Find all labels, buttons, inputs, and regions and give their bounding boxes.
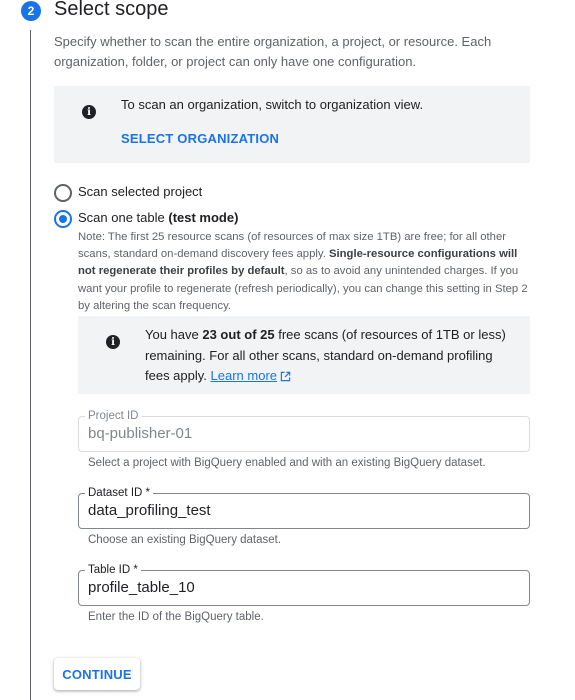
dataset-id-hint: Choose an existing BigQuery dataset. (88, 534, 282, 546)
dataset-id-field[interactable] (78, 487, 530, 529)
learn-more-link[interactable] (211, 368, 291, 383)
table-id-field[interactable] (78, 564, 530, 606)
scan-project-label[interactable]: Scan selected project (78, 184, 203, 199)
select-organization-link[interactable]: SELECT ORGANIZATION (121, 131, 280, 146)
scan-table-label-text: Scan one table (78, 210, 169, 225)
test-mode-label: (test mode) (168, 210, 239, 225)
quota-suffix: free scans (of resources of 1TB or less) remaining. For all other scans, standard on-demand profiling fees apply. (145, 327, 506, 383)
table-id-value: profile_table_10 (88, 579, 195, 596)
info-icon: i (106, 335, 120, 349)
info-icon: i (82, 105, 96, 119)
project-id-hint: Select a project with BigQuery enabled and with an existing BigQuery dataset. (88, 457, 486, 469)
scan-note (78, 229, 530, 315)
organization-info-text: To scan an organization, switch to organization view. (121, 97, 424, 112)
project-id-field (78, 410, 530, 452)
free-scans-text (145, 325, 515, 387)
quota-prefix: You have (145, 327, 203, 342)
dataset-id-label: Dataset ID * (85, 486, 153, 500)
step-description: Specify whether to scan the entire organization, a project, or resource. Each organization, folder, or project can only have one configuration. (54, 34, 492, 69)
quota-count: 23 out of 25 (202, 327, 275, 342)
scan-table-radio[interactable] (54, 210, 72, 228)
scan-project-radio[interactable] (54, 184, 72, 202)
step-title: Select scope (54, 0, 169, 20)
dataset-id-value: data_profiling_test (88, 502, 211, 519)
free-scans-info-box (78, 316, 530, 394)
continue-button[interactable]: CONTINUE (54, 658, 140, 690)
note-bold-text: Single-resource configurations will not regenerate their profiles by default (78, 248, 518, 278)
external-link-icon (280, 371, 291, 382)
step-connector-line (30, 30, 31, 700)
project-id-label: Project ID (85, 409, 142, 423)
project-id-value: bq-publisher-01 (88, 425, 193, 442)
note-text-1: Note: The first 25 resource scans (of resources of max size 1TB) are free; for all other scans, standard on-demand discovery fees apply. (78, 231, 506, 261)
table-id-hint: Enter the ID of the BigQuery table. (88, 611, 264, 623)
table-id-label: Table ID * (85, 563, 141, 577)
step-number-badge: 2 (21, 1, 41, 21)
scan-table-label[interactable] (78, 210, 238, 225)
note-text-2: , so as to avoid any unintended charges. If you want your profile to regenerate (refresh periodically), you can change this setting in Step 2 by altering the scan frequency. (78, 265, 528, 312)
learn-more-label: Learn more (210, 368, 278, 383)
organization-info-box (54, 86, 530, 163)
